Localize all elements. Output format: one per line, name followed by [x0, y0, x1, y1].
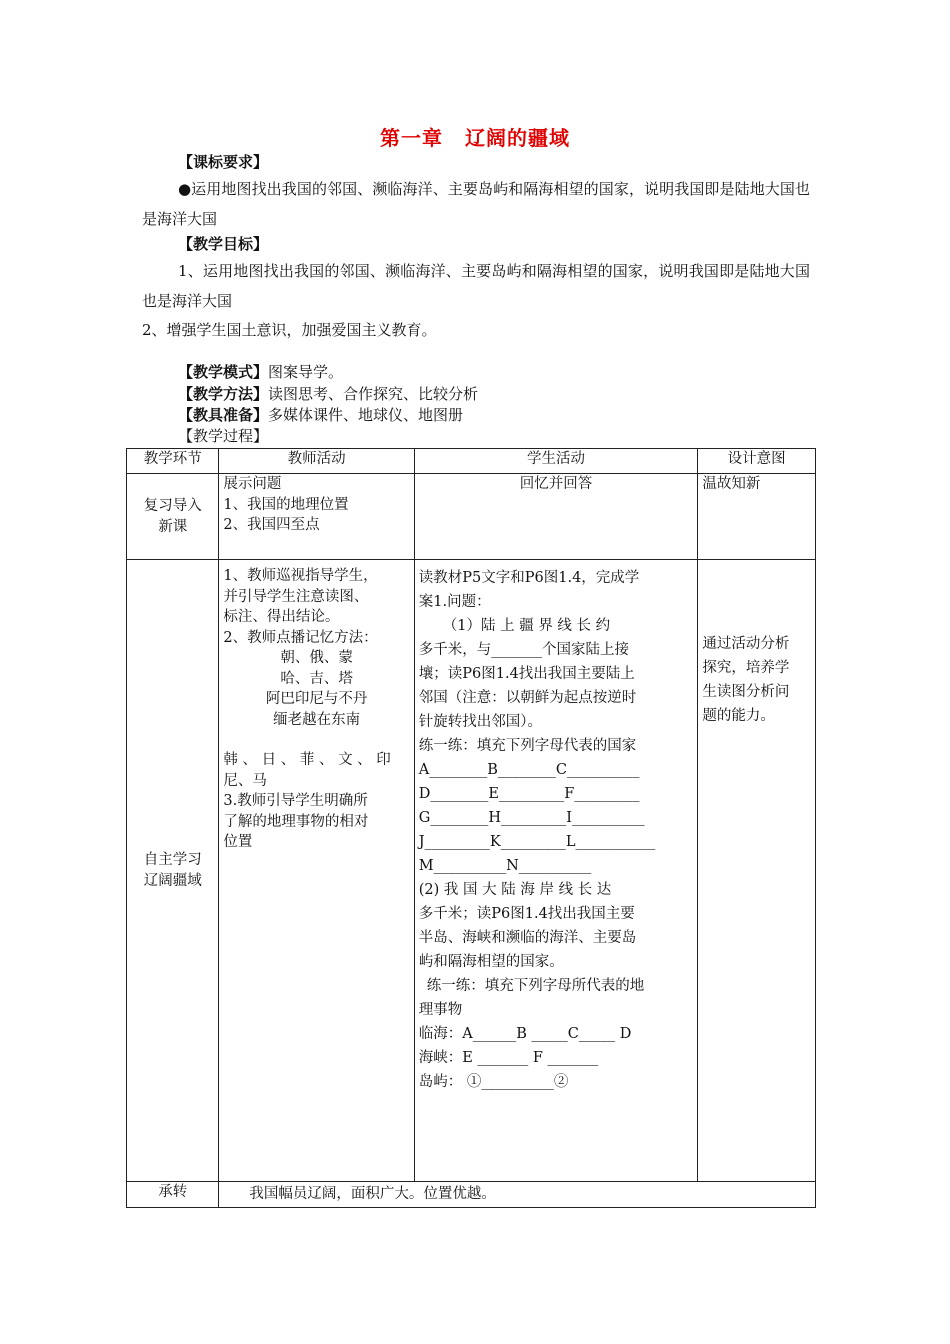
fill-blank-line: 海峡：E _______ F _______ — [418, 1050, 599, 1066]
header-student: 学生活动 — [414, 449, 698, 474]
fill-blank-line: 临海：A______B _____C_____ D — [418, 1026, 632, 1042]
teaching-mode: 【教学模式】图案导学。 — [178, 363, 344, 381]
page-title: 第一章 辽阔的疆域 — [380, 126, 570, 150]
fill-blank-line: 岛屿： ①__________② — [418, 1074, 569, 1090]
teaching-process-label: 【教学过程】 — [178, 427, 269, 445]
objective-1: 1、运用地图找出我国的邻国、濒临海洋、主要岛屿和隔海相望的国家，说明我国即是陆地大国也是海洋大国 — [142, 262, 810, 310]
curriculum-heading: 【课标要求】 — [178, 153, 269, 171]
objectives-heading: 【教学目标】 — [178, 235, 269, 253]
student-self-study: 读教材P5文字和P6图1.4，完成学 案1.问题： （1）陆 上 疆 界 线 长 约 多千米，与_______个国家陆上接 壤；读P6图1.4找出我国主要陆上 邻国（注意：以朝鲜为起点按逆时 针旋转找出邻国）。 练一练：填充下列字母代表的国家 A________B________C__________ D________E_________F_________ G________H_________I__________ J_________K_________L___________ M__________N__________ (2) 我 国 大 陆 海 岸 线 长 达 多千米；读P6图1.4找出我国主要 半岛、海峡和濒临的海洋、主要岛 屿和隔海相望的国家。 练一练：填充下列字母所代表的地 理事物 临海：A______B _____C_____ D 海峡：E _______ F _______ 岛屿： ①__________② — [414, 560, 698, 1182]
teacher-review: 展示问题 1、我国的地理位置 2、我国四至点 — [219, 474, 414, 560]
objective-2: 2、增强学生国土意识，加强爱国主义教育。 — [142, 321, 437, 339]
curriculum-text: ●运用地图找出我国的邻国、濒临海洋、主要岛屿和隔海相望的国家，说明我国即是陆地大国也是海洋大国 — [142, 180, 810, 228]
fill-blank-line: D________E_________F_________ — [418, 786, 640, 802]
teacher-self-study: 1、教师巡视指导学生， 并引导学生注意读图、 标注、得出结论。 2、教师点播记忆方法： 朝、俄、蒙 哈、吉、塔 阿巴印尼与不丹 缅老越在东南 韩 、 日 、 菲 、 文 、 印 尼、马 3.教师引导学生明确所 了解的地理事物的相对 位置 — [219, 560, 414, 1182]
fill-blank-line: G________H_________I__________ — [418, 810, 645, 826]
stage-review: 复习导入 新课 — [127, 474, 219, 560]
header-stage: 教学环节 — [127, 449, 219, 474]
student-review: 回忆并回答 — [414, 474, 698, 560]
lesson-process-table — [126, 448, 816, 1208]
table-row — [127, 474, 816, 560]
intent-self-study: 通过活动分析 探究，培养学 生读图分析问 题的能力。 — [698, 560, 816, 1182]
teaching-tools: 【教具准备】多媒体课件、地球仪、地图册 — [178, 406, 464, 424]
fill-blank-line: J_________K_________L___________ — [418, 834, 656, 850]
header-teacher: 教师活动 — [219, 449, 414, 474]
teaching-method: 【教学方法】读图思考、合作探究、比较分析 — [178, 385, 479, 403]
fill-blank-line: M__________N__________ — [418, 858, 592, 874]
table-row — [127, 1182, 816, 1208]
table-header-row — [127, 449, 816, 474]
header-intent: 设计意图 — [698, 449, 816, 474]
stage-self-study: 自主学习 辽阔疆域 — [127, 560, 219, 1182]
table-row — [127, 560, 816, 1182]
transition-content: 我国幅员辽阔，面积广大。位置优越。 — [219, 1182, 816, 1208]
fill-blank-line: A________B________C__________ — [418, 762, 640, 778]
intent-review: 温故知新 — [698, 474, 816, 560]
stage-transition: 承转 — [127, 1182, 219, 1208]
